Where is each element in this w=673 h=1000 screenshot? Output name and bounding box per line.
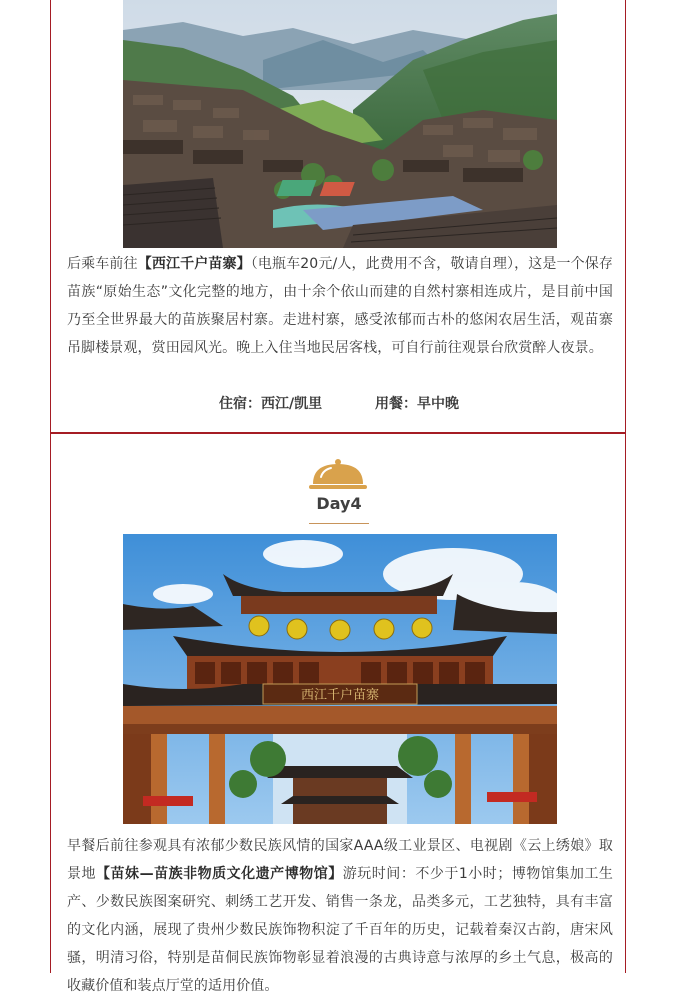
- xijiang-village-photo[interactable]: [123, 0, 557, 248]
- day3-text-post: （电瓶车20元/人，此费用不含，敬请自理），这是一个保存苗族“原始生态”文化完整的地方，由十余个依山而建的自然村寨相连成片，是目前中国乃至全世界最大的苗族聚居村寨。走进村寨，感受浓郁而古朴的悠闲农居生活，观苗寨吊脚楼景观，赏田园风光。晚上入住当地民居客栈，可自行前往观景台欣赏醉人夜景。: [67, 256, 613, 356]
- day4-text-pre: 早餐后前往参观具有浓郁少数民族风情的国家AAA级工业景区、电视剧《云上绣娘》取景地: [67, 838, 613, 882]
- day3-description: [67, 250, 613, 362]
- bell-dome-icon: [309, 458, 367, 492]
- day4-text-post: 游玩时间：不少于1小时；博物馆集加工生产、少数民族图案研究、刺绣工艺开发、销售一条龙，品类多元，工艺独特，具有丰富的文化内涵，展现了贵州少数民族饰物积淀了千百年的历史，记载着秦汉古韵，唐宋风骚，明清习俗，特别是苗侗民族饰物彰显着浪漫的古典诗意与浓厚的乡土气息，极高的收藏价值和装点厅堂的适用价值。: [67, 866, 614, 994]
- miao-gate-photo[interactable]: [123, 534, 557, 824]
- day4-card: [50, 433, 626, 994]
- day3-text-pre: 后乘车前往: [67, 256, 138, 272]
- gate-sign-text: 西江千户苗寨: [300, 688, 380, 703]
- day4-highlight-museum: 【苗妹—苗族非物质文化遗产博物馆】: [96, 866, 343, 882]
- day3-highlight-xijiang: 【西江千户苗寨】: [137, 256, 251, 272]
- day3-stay-meals: [51, 393, 627, 413]
- day4-title: Day4: [316, 494, 362, 513]
- village-landscape-illustration: [123, 0, 557, 248]
- stay-info: 住宿：西江/凯里: [219, 396, 323, 412]
- day4-underline: [309, 523, 369, 524]
- day4-description: [67, 832, 613, 1000]
- day3-card: [50, 0, 626, 433]
- miao-gate-illustration: [123, 534, 557, 824]
- meals-info: 用餐：早中晚: [375, 396, 459, 412]
